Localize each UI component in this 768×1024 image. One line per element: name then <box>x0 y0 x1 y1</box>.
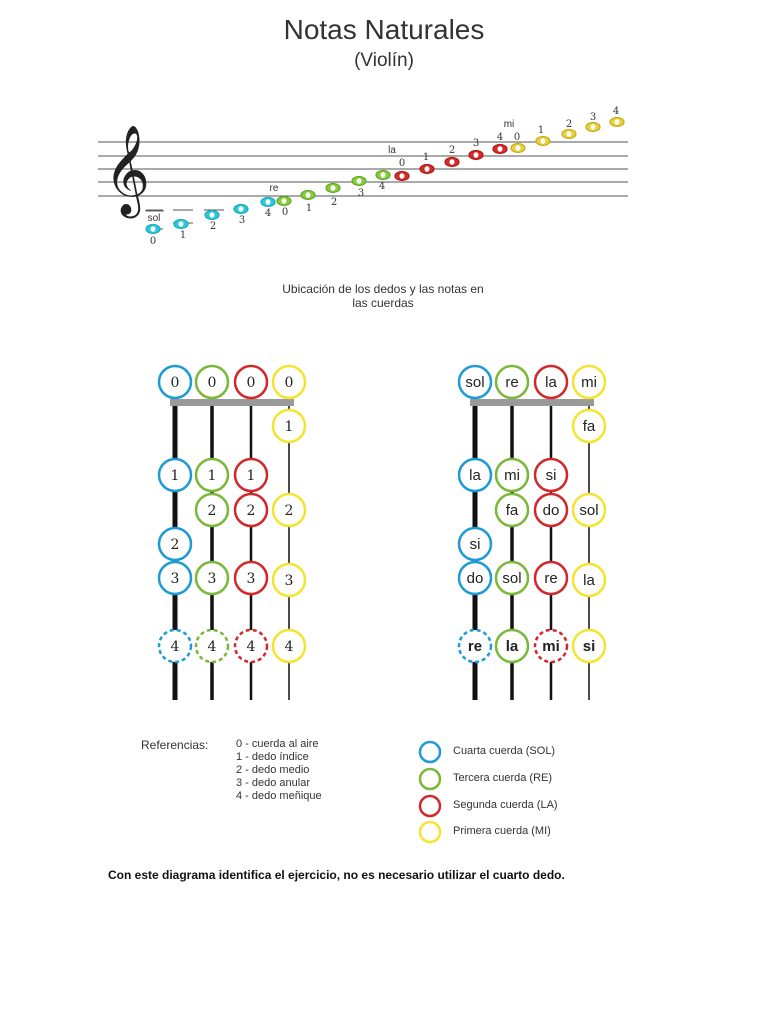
finger-marker <box>496 494 528 526</box>
fingerboard-notes-diagram <box>450 360 620 710</box>
note-hole <box>425 166 430 172</box>
note-hole <box>541 138 546 144</box>
note-hole <box>179 221 184 227</box>
finger-marker <box>235 562 267 594</box>
legend-circle-re <box>420 769 440 789</box>
marker-label: do <box>542 502 560 519</box>
reference-item: 1 - dedo índice <box>236 751 309 763</box>
finger-marker <box>535 630 567 662</box>
staff-note <box>376 171 390 193</box>
marker-label: 1 <box>170 468 180 484</box>
legend-label-la: Segunda cuerda (LA) <box>453 799 558 811</box>
finger-marker <box>235 459 267 491</box>
fingerboard-nut <box>170 399 294 406</box>
note-finger-label: 2 <box>209 221 217 232</box>
music-staff <box>0 0 768 260</box>
note-hole <box>516 145 521 151</box>
finger-marker <box>573 366 605 398</box>
note-hole <box>239 206 244 212</box>
marker-label: fa <box>582 418 596 435</box>
note-finger-label: 2 <box>448 145 456 156</box>
staff-note <box>234 205 248 227</box>
marker-label: 0 <box>170 375 180 391</box>
note-hole <box>567 131 572 137</box>
legend-label-mi: Primera cuerda (MI) <box>453 825 551 837</box>
note-finger-label: 4 <box>378 181 386 192</box>
finger-marker <box>196 562 228 594</box>
marker-label: sol <box>502 570 522 587</box>
staff-note <box>277 197 291 219</box>
staff-note <box>205 211 219 233</box>
marker-label: 2 <box>246 503 256 519</box>
marker-label: mi <box>581 374 597 391</box>
reference-item: 0 - cuerda al aire <box>236 738 319 750</box>
marker-label: 1 <box>284 419 294 435</box>
note-finger-label: 3 <box>589 112 597 123</box>
finger-marker <box>159 366 191 398</box>
finger-marker <box>573 494 605 526</box>
note-finger-label: 4 <box>612 106 620 117</box>
finger-marker <box>159 528 191 560</box>
note-hole <box>282 198 287 204</box>
marker-label: sol <box>579 502 599 519</box>
finger-marker <box>459 528 491 560</box>
marker-label: 3 <box>170 571 180 587</box>
staff-note <box>420 152 434 174</box>
note-finger-label: 2 <box>330 197 338 208</box>
finger-marker <box>196 494 228 526</box>
staff-note <box>610 106 624 127</box>
note-hole <box>591 124 596 130</box>
finger-marker <box>273 410 305 442</box>
caption-line-1: Ubicación de los dedos y las notas en <box>282 282 484 296</box>
finger-marker <box>159 562 191 594</box>
marker-label: 4 <box>170 639 180 655</box>
finger-marker <box>459 366 491 398</box>
note-finger-label: 0 <box>149 236 157 247</box>
note-hole <box>381 172 386 178</box>
page-subtitle: (Violín) <box>354 50 414 71</box>
staff-note <box>261 198 275 220</box>
note-hole <box>450 159 455 165</box>
finger-marker <box>159 459 191 491</box>
legend-label-sol: Cuarta cuerda (SOL) <box>453 745 556 757</box>
marker-label: 0 <box>284 375 294 391</box>
fingerboard-fingers-diagram <box>150 360 320 710</box>
marker-label: 3 <box>207 571 217 587</box>
legend-circle-la <box>420 796 440 816</box>
staff-note <box>562 119 576 139</box>
note-finger-label: 4 <box>264 208 272 219</box>
staff-note <box>586 112 600 132</box>
marker-label: re <box>544 570 558 587</box>
finger-marker <box>459 459 491 491</box>
marker-label: 3 <box>246 571 256 587</box>
instruction-text: Con este diagrama identifica el ejercicio, no es necesario utilizar el cuarto dedo. <box>108 868 565 882</box>
note-finger-label: 1 <box>305 203 313 214</box>
marker-label: 1 <box>246 468 256 484</box>
finger-marker <box>235 494 267 526</box>
marker-label: sol <box>465 374 485 391</box>
marker-label: la <box>545 374 557 391</box>
note-hole <box>266 199 271 205</box>
note-hole <box>210 212 215 218</box>
legend-circle-mi <box>420 822 440 842</box>
finger-marker <box>235 366 267 398</box>
marker-label: re <box>505 374 519 391</box>
finger-marker <box>459 562 491 594</box>
staff-note <box>301 191 315 215</box>
finger-marker <box>159 630 191 662</box>
marker-label: 1 <box>207 468 217 484</box>
note-finger-label: 0 <box>281 207 289 218</box>
finger-marker <box>496 366 528 398</box>
finger-references-list <box>236 738 322 803</box>
note-finger-label: 0 <box>398 158 406 169</box>
marker-label: 2 <box>170 537 180 553</box>
finger-marker <box>535 459 567 491</box>
note-finger-label: 3 <box>238 215 246 226</box>
marker-label: fa <box>505 502 519 519</box>
staff-note <box>174 220 188 242</box>
finger-marker <box>573 410 605 442</box>
note-hole <box>400 173 405 179</box>
note-finger-label: 2 <box>565 119 573 130</box>
finger-marker <box>196 459 228 491</box>
note-hole <box>474 152 479 158</box>
note-finger-label: 1 <box>537 125 545 136</box>
note-hole <box>151 226 156 232</box>
marker-label: la <box>469 467 481 484</box>
finger-marker <box>496 562 528 594</box>
finger-marker <box>535 366 567 398</box>
note-finger-label: 1 <box>422 152 430 163</box>
finger-marker <box>535 494 567 526</box>
finger-marker <box>573 564 605 596</box>
marker-label: 4 <box>246 639 256 655</box>
marker-label: re <box>467 638 483 655</box>
staff-string-label: sol <box>147 213 161 224</box>
marker-label: mi <box>542 638 560 655</box>
references-label: Referencias: <box>141 738 209 752</box>
marker-label: 0 <box>207 375 217 391</box>
finger-marker <box>573 630 605 662</box>
marker-label: do <box>466 570 484 587</box>
note-finger-label: 4 <box>496 132 504 143</box>
note-finger-label: 0 <box>513 132 521 143</box>
marker-label: la <box>505 638 519 655</box>
marker-label: 0 <box>246 375 256 391</box>
staff-note <box>536 125 550 146</box>
note-finger-label: 3 <box>357 188 365 199</box>
marker-label: si <box>469 536 481 553</box>
staff-note <box>493 132 507 154</box>
staff-note <box>146 225 160 248</box>
fingerboard-nut <box>470 399 594 406</box>
diagram-caption <box>268 282 498 310</box>
marker-label: 3 <box>284 573 294 589</box>
caption-line-2: las cuerdas <box>352 296 414 310</box>
staff-string-label: mi <box>503 119 515 130</box>
note-hole <box>331 185 336 191</box>
finger-marker <box>235 630 267 662</box>
legend-circle-sol <box>420 742 440 762</box>
reference-item: 4 - dedo meñique <box>236 790 322 802</box>
marker-label: si <box>545 467 557 484</box>
note-hole <box>357 178 362 184</box>
finger-marker <box>196 630 228 662</box>
finger-marker <box>535 562 567 594</box>
note-hole <box>615 119 620 125</box>
marker-label: 2 <box>284 503 294 519</box>
page-title: Notas Naturales <box>283 14 485 45</box>
finger-marker <box>496 630 528 662</box>
marker-label: si <box>582 638 596 655</box>
finger-marker <box>273 564 305 596</box>
finger-marker <box>273 494 305 526</box>
staff-string-label: re <box>269 183 279 194</box>
reference-item: 2 - dedo medio <box>236 764 310 776</box>
finger-marker <box>273 630 305 662</box>
note-finger-label: 1 <box>179 230 187 241</box>
note-hole <box>306 192 311 198</box>
finger-marker <box>273 366 305 398</box>
note-finger-label: 3 <box>472 138 480 149</box>
finger-marker <box>496 459 528 491</box>
marker-label: mi <box>504 467 520 484</box>
marker-label: 4 <box>207 639 217 655</box>
finger-marker <box>459 630 491 662</box>
marker-label: 4 <box>284 639 294 655</box>
staff-string-label: la <box>388 145 396 156</box>
marker-label: 2 <box>207 503 217 519</box>
note-hole <box>498 146 503 152</box>
marker-label: la <box>583 572 595 589</box>
treble-clef-icon: 𝄞 <box>104 125 151 215</box>
finger-marker <box>196 366 228 398</box>
reference-item: 3 - dedo anular <box>236 777 310 789</box>
legend-label-re: Tercera cuerda (RE) <box>453 772 553 784</box>
staff-note <box>469 138 483 160</box>
